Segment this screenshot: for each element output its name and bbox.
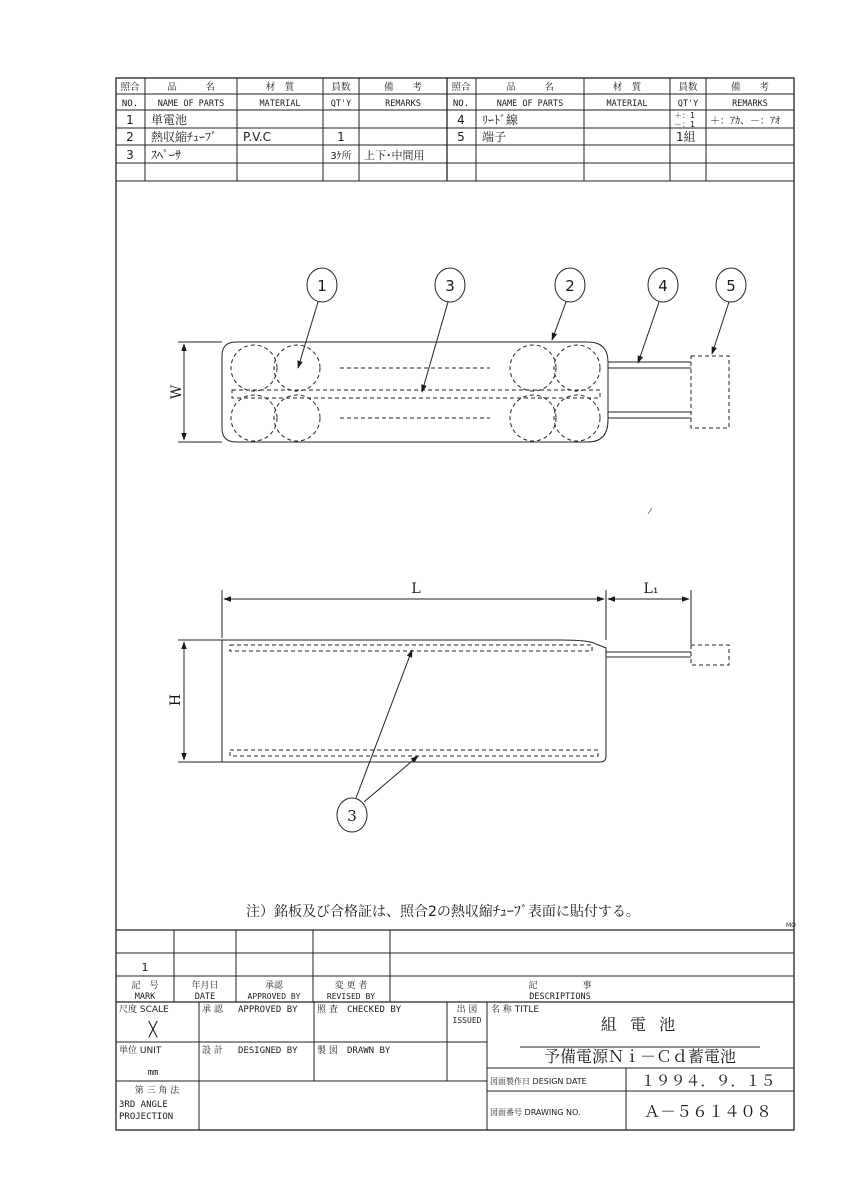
hdr-name-en: NAME OF PARTS [157, 99, 225, 109]
rev-approved-jp: 承認 [264, 981, 284, 991]
row3-name: ｽﾍﾟｰｻ [151, 148, 182, 162]
projection-en2: PROJECTION [119, 1112, 174, 1122]
cell-8 [554, 395, 600, 441]
row2-no: 2 [126, 130, 134, 144]
balloon-4-label: 4 [658, 277, 668, 295]
row1-no: 1 [126, 113, 134, 127]
hdr-material-en-r: MATERIAL [606, 99, 648, 109]
hdr-material-en: MATERIAL [259, 99, 301, 109]
leader-5 [712, 302, 729, 354]
spacer-strip [232, 390, 600, 398]
dim-h-label: H [168, 693, 184, 707]
approved-label: 承 認 [202, 1005, 223, 1015]
row4-qty-minus: －：1 [674, 120, 696, 129]
hdr-name-jp-r: 品 名 [506, 82, 554, 93]
hdr-qty-en: QT'Y [330, 99, 352, 109]
sheet-border [116, 78, 794, 1130]
balloon-1-label: 1 [317, 277, 327, 295]
title-line1: 組 電 池 [600, 1015, 680, 1034]
row4-no: 4 [457, 113, 465, 127]
leader-2 [552, 302, 566, 340]
hdr-material-jp-r: 材 質 [612, 82, 642, 93]
row4-name: ﾘｰﾄﾞ線 [482, 113, 519, 127]
hdr-name-en-r: NAME OF PARTS [496, 99, 564, 109]
hdr-no-en: NO. [121, 99, 139, 109]
hdr-no-jp: 照合 [120, 82, 140, 93]
row4-remarks: ＋：ｱｶ、－：ｱｵ [710, 116, 780, 127]
row2-material: P.V.C [243, 130, 272, 144]
checked-label: 照 査 [317, 1005, 338, 1015]
hdr-no-jp-r: 照合 [451, 82, 471, 93]
rev-revised-en: REVISED BY [326, 992, 376, 1001]
revision-entry-mark: 1 [141, 961, 149, 974]
hdr-qty-jp-r: 員数 [678, 82, 698, 93]
dim-l-label: L [411, 581, 421, 597]
balloon-3-bottom-label: 3 [347, 807, 357, 825]
hdr-remarks-jp: 備 考 [383, 82, 423, 93]
scratch-mark [648, 508, 652, 514]
leader-3 [422, 302, 448, 392]
title-label: 名 称 TITLE [491, 1005, 540, 1015]
row1-name: 単電池 [151, 113, 188, 127]
drawn-label: 製 図 [317, 1046, 338, 1056]
balloon-3-label: 3 [445, 277, 455, 295]
approved-en: APPROVED BY [238, 1005, 298, 1015]
drawing-no-label: 図面番号 DRAWING NO. [490, 1108, 581, 1117]
row5-qty: 1組 [676, 130, 696, 144]
rev-revised-jp: 変 更 者 [334, 981, 368, 991]
scale-label: 尺度 SCALE [119, 1005, 169, 1015]
design-date-label: 図面製作日 DESIGN DATE [490, 1077, 587, 1086]
cell-4 [274, 395, 320, 441]
hdr-remarks-jp-r: 備 考 [730, 82, 770, 93]
row5-no: 5 [457, 130, 465, 144]
design-date: １９９４．９．１５ [640, 1072, 776, 1090]
hdr-remarks-en: REMARKS [385, 99, 421, 109]
issued-en: ISSUED [452, 1016, 482, 1025]
title-line2: 予備電源Ｎｉ－Ｃｄ蓄電池 [543, 1047, 737, 1066]
row3-qty: 3ｹ所 [330, 151, 352, 162]
drawn-en: DRAWN BY [347, 1046, 391, 1056]
tube-outline-side [222, 640, 606, 762]
row2-qty: 1 [337, 130, 345, 144]
row4-qty-plus: ＋：1 [674, 111, 696, 120]
rev-desc-en: DESCRIPTIONS [529, 992, 591, 1002]
scale-value: ╳ [148, 1022, 158, 1038]
rev-date-jp: 年月日 [191, 981, 219, 991]
row2-name: 熱収縮ﾁｭｰﾌﾞ [151, 130, 218, 144]
corner-mark: MO [786, 922, 796, 929]
revision-block [116, 930, 794, 1002]
balloon-2-label: 2 [565, 277, 575, 295]
leader-3-upper [356, 650, 412, 798]
balloon-5-label: 5 [726, 277, 736, 295]
projection-jp: 第 三 角 法 [134, 1086, 180, 1096]
leader-4 [638, 302, 659, 363]
leader-3-lower [364, 756, 418, 802]
dim-w-label: W [169, 384, 185, 400]
hdr-qty-en-r: QT'Y [677, 99, 699, 109]
hdr-remarks-en-r: REMARKS [732, 99, 768, 109]
rev-approved-en: APPROVED BY [247, 992, 301, 1001]
cell-2 [274, 345, 320, 391]
cell-5 [510, 345, 556, 391]
hdr-qty-jp: 員数 [331, 82, 351, 93]
designed-en: DESIGNED BY [238, 1046, 298, 1056]
unit-label: 単位 UNIT [119, 1046, 162, 1056]
hdr-name-jp: 品 名 [167, 82, 215, 93]
leader-1 [298, 302, 318, 368]
dim-l1-label: L₁ [643, 581, 659, 597]
terminal-top [691, 356, 729, 428]
designed-label: 設 計 [202, 1046, 223, 1056]
top-view [178, 342, 729, 442]
drawing-no: Ａ－５６１４０８ [643, 1102, 773, 1121]
checked-en: CHECKED BY [347, 1005, 402, 1015]
row3-no: 3 [126, 148, 134, 162]
tube-outline-top [222, 342, 608, 442]
rev-desc-jp: 記 事 [528, 981, 592, 991]
hdr-material-jp: 材 質 [265, 82, 295, 93]
cell-3 [231, 395, 277, 441]
unit-value: mm [147, 1068, 159, 1078]
projection-en1: 3RD ANGLE [119, 1100, 168, 1110]
cell-6 [554, 345, 600, 391]
side-view [178, 590, 729, 832]
terminal-side [691, 645, 729, 665]
hdr-no-en-r: NO. [452, 99, 470, 109]
rev-date-en: DATE [194, 992, 216, 1002]
cell-7 [510, 395, 556, 441]
row3-remarks: 上下･中間用 [364, 149, 425, 162]
issued-jp: 出 図 [456, 1005, 478, 1015]
rev-mark-en: MARK [134, 992, 156, 1002]
rev-mark-jp: 記 号 [131, 981, 159, 991]
row5-name: 端子 [482, 130, 507, 144]
cell-1 [231, 345, 277, 391]
drawing-note: 注）銘板及び合格証は、照合2の熱収縮ﾁｭｰﾌﾞ表面に貼付する。 [246, 904, 640, 920]
